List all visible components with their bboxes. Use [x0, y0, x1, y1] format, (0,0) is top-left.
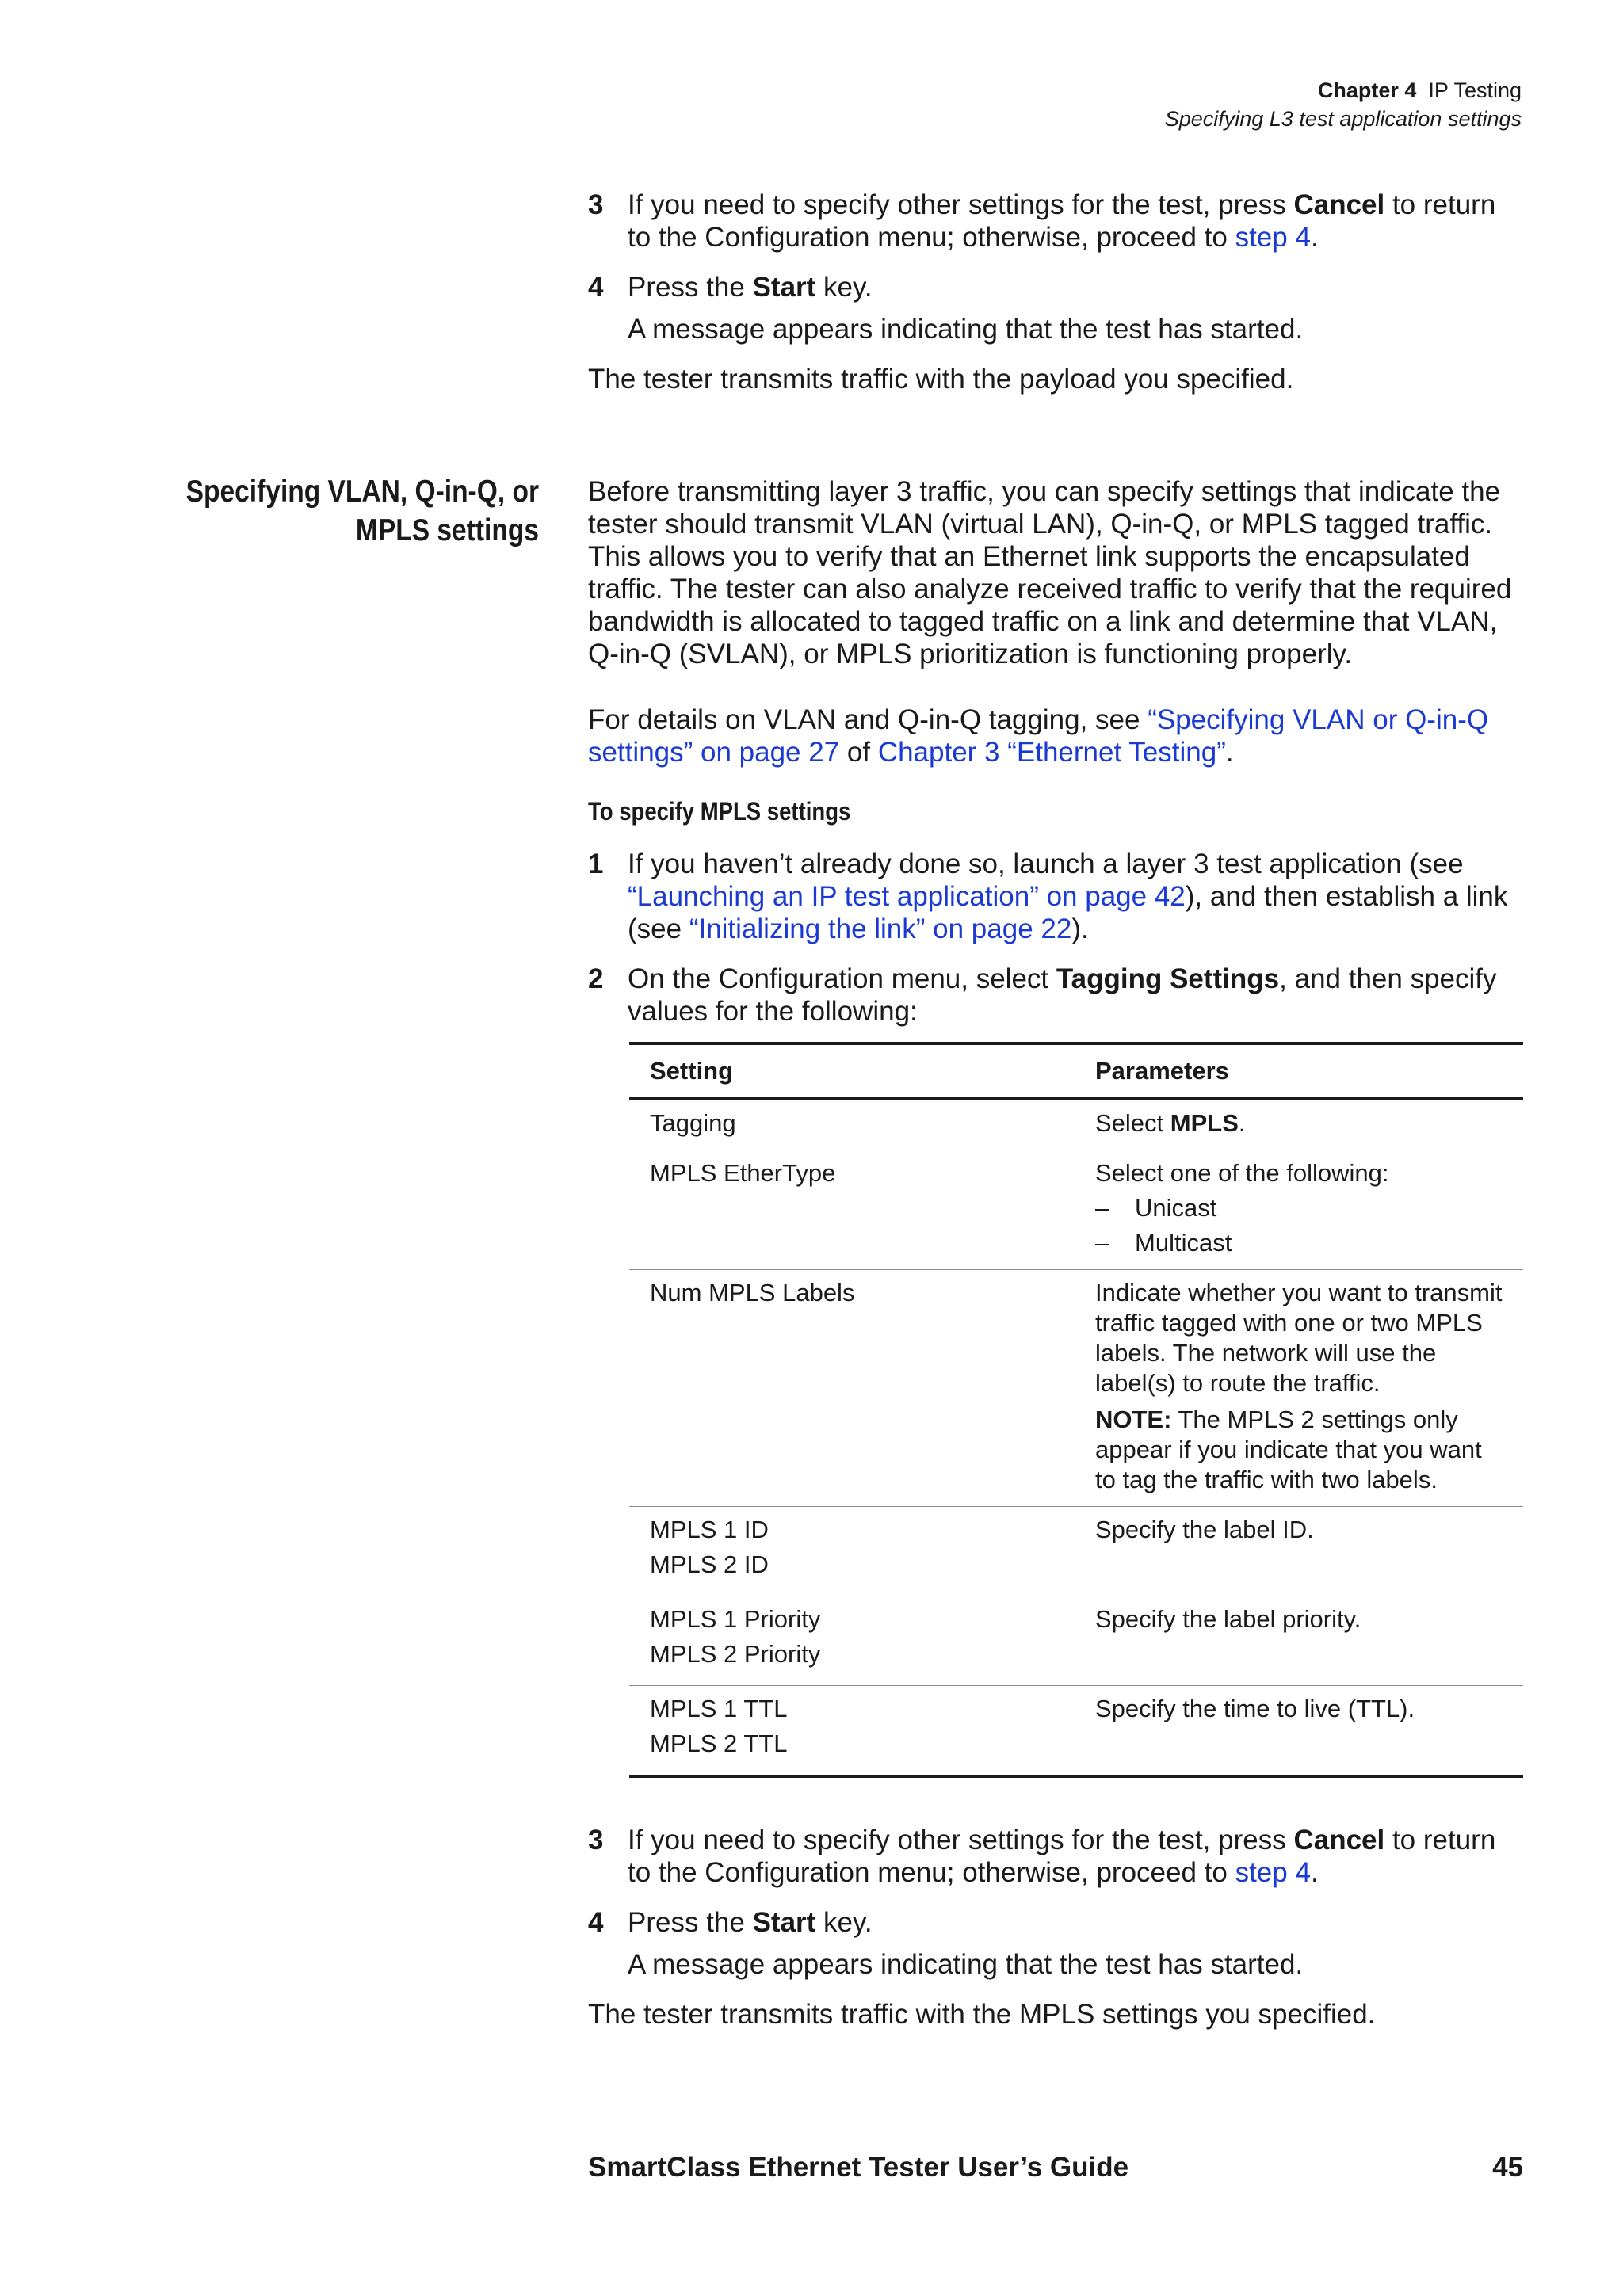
- dash-bullet: –: [1095, 1229, 1109, 1257]
- details-text: .: [1225, 737, 1234, 768]
- cancel-key-label: Cancel: [1293, 189, 1385, 220]
- page-footer: [588, 2152, 1523, 2183]
- step-text-part: to return to the Configuration menu; otherwise, proceed to: [628, 189, 1496, 253]
- note-label: NOTE:: [1095, 1405, 1172, 1433]
- top-result-text: The tester transmits traffic with the payload you specified.: [588, 364, 1294, 395]
- option-item: [1095, 1193, 1503, 1223]
- step-text-part: to return to the Configuration menu; otherwise, proceed to: [628, 1825, 1496, 1888]
- chapter-title: IP Testing: [1428, 78, 1522, 102]
- bottom-step-3: [588, 1824, 1523, 1889]
- table-row: [629, 1270, 1523, 1507]
- setting-cell: [629, 1596, 1075, 1686]
- step-text-part: .: [1310, 222, 1319, 253]
- procedure-step-2: [588, 963, 1523, 1028]
- procedure-heading: To specify MPLS settings: [588, 797, 851, 826]
- column-header-parameters: Parameters: [1075, 1043, 1523, 1099]
- param-text: Select: [1095, 1109, 1170, 1137]
- step-text: [628, 848, 1523, 945]
- setting-line: MPLS 1 Priority: [650, 1605, 821, 1633]
- param-text: Indicate whether you want to transmit traffic tagged with one or two MPLS labels. The network will use the label(s) to route the traffic.: [1095, 1279, 1503, 1397]
- page-number: 45: [1492, 2152, 1523, 2183]
- dash-bullet: –: [1095, 1194, 1109, 1222]
- section-heading-line: MPLS settings: [355, 513, 539, 547]
- details-text: For details on VLAN and Q-in-Q tagging, see: [588, 704, 1148, 735]
- setting-line: MPLS 1 ID: [650, 1516, 769, 1543]
- step-number: 3: [588, 1825, 604, 1855]
- bottom-result-text: The tester transmits traffic with the MPLS settings you specified.: [588, 1999, 1376, 2030]
- parameter-cell: Specify the label ID.: [1075, 1507, 1523, 1596]
- note: [1095, 1405, 1503, 1495]
- option-text: Multicast: [1135, 1229, 1232, 1257]
- parameter-cell: Specify the label priority.: [1075, 1596, 1523, 1686]
- step-number: 4: [588, 272, 604, 303]
- section-heading: [185, 472, 539, 550]
- step-text-part: If you need to specify other settings for the test, press: [628, 1825, 1294, 1855]
- section-title: Specifying L3 test application settings: [1164, 107, 1522, 131]
- table-row: [629, 1507, 1523, 1596]
- top-step-4: [588, 271, 1523, 303]
- step-text: [628, 963, 1523, 1028]
- step-4-link[interactable]: step 4: [1235, 1857, 1311, 1888]
- step-text: [628, 1906, 1523, 1939]
- setting-cell: [629, 1507, 1075, 1596]
- procedure-step-1: [588, 848, 1523, 945]
- step-text-part: Press the: [628, 272, 753, 303]
- section-body: [588, 475, 1523, 2048]
- setting-line: MPLS 1 TTL: [650, 1695, 788, 1722]
- step-text: [628, 271, 1523, 303]
- settings-table: [629, 1042, 1523, 1778]
- step-text-part: key.: [815, 1907, 873, 1938]
- launch-ip-test-link[interactable]: “Launching an IP test application” on page 42: [628, 881, 1186, 912]
- details-text: of: [839, 737, 878, 768]
- column-header-setting: Setting: [629, 1043, 1075, 1099]
- step-number: 3: [588, 189, 604, 220]
- step-text: [628, 1824, 1523, 1889]
- section-intro: Before transmitting layer 3 traffic, you can specify settings that indicate the tester should transmit VLAN (virtual LAN), Q-in-Q, or MPLS tagged traffic. This allows you to verify that an Ethernet link supports the encapsulated traffic. The tester can also analyze received traffic to verify that the required bandwidth is allocated to tagged traffic on a link and determine that VLAN, Q-in-Q (SVLAN), or MPLS prioritization is functioning properly.: [588, 476, 1512, 669]
- step-number: 4: [588, 1907, 604, 1938]
- step-text-part: If you haven’t already done so, launch a layer 3 test application (see: [628, 849, 1464, 879]
- step-text-part: On the Configuration menu, select: [628, 963, 1056, 994]
- step-result: A message appears indicating that the test has started.: [628, 314, 1304, 345]
- step-text-part: , and then specify values for the following:: [628, 963, 1497, 1027]
- section-details: [588, 704, 1523, 769]
- setting-cell: Num MPLS Labels: [629, 1270, 1075, 1507]
- header-chapter-line: [1165, 76, 1522, 105]
- table-row: [629, 1686, 1523, 1777]
- tagging-settings-label: Tagging Settings: [1056, 963, 1280, 994]
- step-text-part: .: [1310, 1857, 1319, 1888]
- parameter-cell: [1075, 1150, 1523, 1270]
- table-row: [629, 1099, 1523, 1150]
- chapter-label: Chapter 4: [1317, 78, 1417, 102]
- step-text-part: ).: [1071, 913, 1089, 944]
- setting-cell: [629, 1686, 1075, 1777]
- table-header-row: [629, 1043, 1523, 1099]
- start-key-label: Start: [752, 1907, 816, 1938]
- parameter-cell: [1075, 1270, 1523, 1507]
- option-text: Unicast: [1135, 1194, 1217, 1222]
- cancel-key-label: Cancel: [1293, 1825, 1385, 1855]
- chapter-3-link[interactable]: Chapter 3 “Ethernet Testing”: [877, 737, 1226, 768]
- setting-line: MPLS 2 TTL: [650, 1730, 788, 1757]
- param-text: Select one of the following:: [1095, 1159, 1389, 1187]
- table-row: [629, 1150, 1523, 1270]
- param-text: .: [1238, 1109, 1246, 1137]
- step-4-link[interactable]: step 4: [1235, 222, 1311, 253]
- top-steps: [588, 189, 1523, 413]
- parameter-cell: [1075, 1099, 1523, 1150]
- step-text-part: key.: [815, 272, 873, 303]
- initializing-link-link[interactable]: “Initializing the link” on page 22: [689, 913, 1072, 944]
- param-bold: MPLS: [1170, 1109, 1239, 1137]
- option-item: [1095, 1228, 1503, 1258]
- setting-cell: MPLS EtherType: [629, 1150, 1075, 1270]
- parameter-cell: Specify the time to live (TTL).: [1075, 1686, 1523, 1777]
- step-text-part: Press the: [628, 1907, 753, 1938]
- section-heading-line: Specifying VLAN, Q-in-Q, or: [185, 475, 539, 509]
- top-step-3: [588, 189, 1523, 254]
- setting-line: MPLS 2 ID: [650, 1550, 769, 1578]
- table-row: [629, 1596, 1523, 1686]
- running-header: [1165, 76, 1522, 133]
- setting-cell: Tagging: [629, 1099, 1075, 1150]
- setting-line: MPLS 2 Priority: [650, 1640, 821, 1668]
- step-text: [628, 189, 1523, 254]
- bottom-step-4: [588, 1906, 1523, 1939]
- step-result: A message appears indicating that the test has started.: [628, 1949, 1304, 1980]
- start-key-label: Start: [752, 272, 816, 303]
- vlan-settings-link[interactable]: “Specifying VLAN or Q-in-Q settings” on page 27: [588, 704, 1489, 768]
- step-number: 1: [588, 849, 604, 879]
- step-text-part: If you need to specify other settings for the test, press: [628, 189, 1294, 220]
- guide-title: SmartClass Ethernet Tester User’s Guide: [588, 2152, 1129, 2183]
- note-text: The MPLS 2 settings only appear if you indicate that you want to tag the traffic with two labels.: [1095, 1405, 1482, 1493]
- step-text-part: ), and then establish a link (see: [628, 881, 1508, 944]
- step-number: 2: [588, 963, 604, 994]
